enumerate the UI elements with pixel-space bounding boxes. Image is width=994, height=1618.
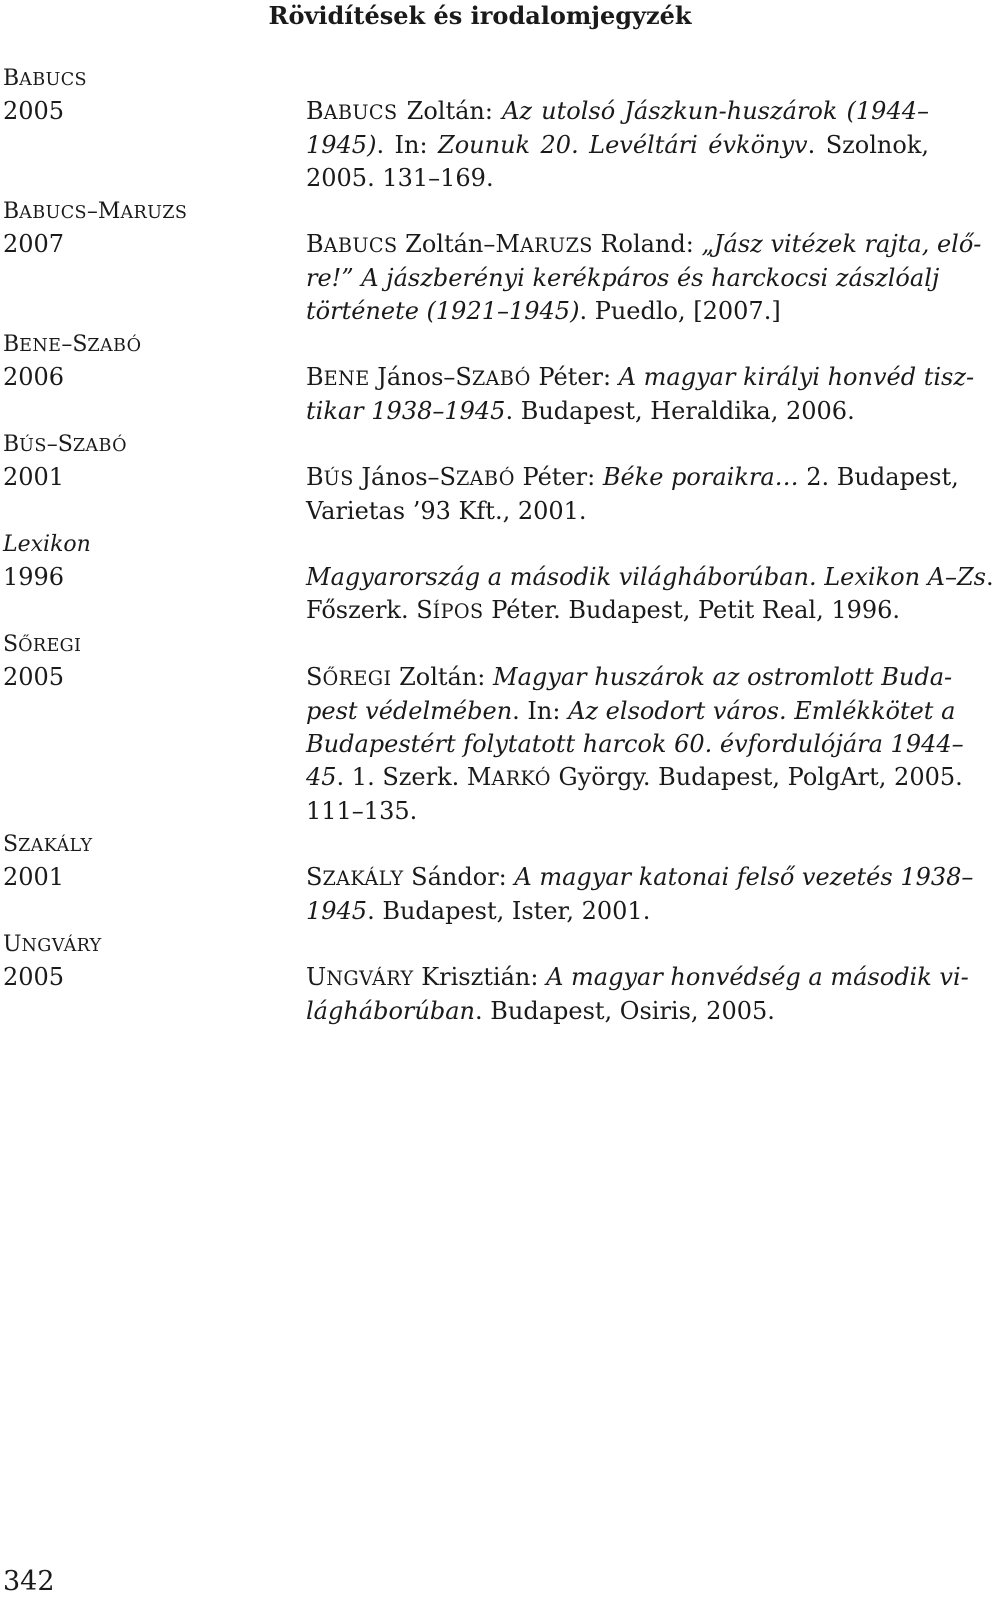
entry-abbreviation [3,528,933,561]
entry-reference [306,861,974,928]
reference-line [306,95,929,129]
entry-year: 2006 [3,363,65,391]
reference-line [306,162,929,195]
reference-line [306,961,969,995]
reference-line [306,561,994,594]
reference-line [306,795,929,828]
reference-line [306,395,929,428]
bibliography-entry [3,361,975,428]
text-run: ENE [19,336,62,356]
entry-abbreviation [3,828,933,861]
entry-year: 2007 [3,230,65,258]
text-run: ABUCS [323,101,398,124]
text-run: ZAKÁLY [18,836,93,856]
bibliography-entry [3,961,969,1028]
text-run: B [3,332,20,357]
entry-year: 2001 [3,463,65,491]
text-run: ŐREGI [18,636,82,656]
reference-line [306,495,929,528]
text-run: pest védelmében [306,697,513,725]
text-run: Sándor: [403,863,515,891]
text-run: ABUCS [19,203,87,223]
bibliography-entry [3,95,933,195]
text-run: ZABÓ [87,336,142,356]
reference-line [306,361,975,395]
text-run: S [306,863,323,891]
entry-abbreviation [3,928,933,961]
reference-line [306,262,940,295]
text-run: S [3,832,19,857]
text-run: 111–135. [306,797,418,825]
bibliography-entry [3,861,974,928]
text-run: Roland: [592,230,702,258]
text-run: –M [86,199,121,224]
entry-year: 2005 [3,663,65,691]
text-run: –S [46,432,73,457]
text-run: NGVÁRY [326,967,414,990]
bibliography-entry [3,561,994,628]
text-run: 2005. 131–169. [306,164,494,192]
text-run: . Szolnok, [807,131,929,159]
text-run: lágháborúban [306,997,475,1025]
reference-line [306,461,959,495]
text-run: B [306,363,324,391]
entry-reference [306,461,959,528]
text-run: ABUCS [323,234,398,257]
entry-abbreviation [3,428,933,461]
text-run: . Budapest, Heraldika, 2006. [505,397,855,425]
reference-line [306,861,974,895]
text-run: ÚS [19,436,47,456]
text-run: Zounuk 20. Levéltári évkönyv [438,131,808,159]
entry-abbreviation [3,628,933,661]
text-run: U [3,932,22,957]
reference-line [306,895,929,928]
text-run: ÍPOS [432,600,484,623]
reference-line [306,228,982,262]
text-run: Péter: [530,363,619,391]
text-run: 1945) [306,131,377,159]
reference-line [306,761,963,795]
text-run: re!” A jászberényi kerékpáros és harckocsi zászlóalj [306,264,940,292]
page-number: 342 [3,1566,55,1597]
text-run: Budapestért folytatott harcok 60. évfordulójára 1944– [306,730,964,758]
text-run: ZABÓ [455,467,515,490]
text-run: S [3,632,19,657]
text-run: György. Budapest, PolgArt, 2005. [550,763,963,791]
text-run: S [306,663,323,691]
reference-line [306,295,929,328]
text-run: 45 [306,763,337,791]
text-run: B [306,230,324,258]
reference-line [306,594,929,628]
reference-line [306,661,953,695]
text-run: Lexikon [3,532,91,557]
text-run: János–S [369,363,472,391]
text-run: B [306,97,324,125]
text-run: ZABÓ [72,436,127,456]
bibliography-entry [3,661,964,828]
text-run: B [3,199,20,224]
bibliography-list [3,62,994,1028]
text-run: Krisztián: [413,963,547,991]
text-run: 1945 [306,897,368,925]
text-run: ZAKÁLY [322,867,404,890]
text-run: Péter: [514,463,603,491]
text-run: NGVÁRY [21,936,102,956]
text-run: . 1. Szerk. M [336,763,492,791]
text-run: B [3,66,20,91]
text-run: János–S [353,463,456,491]
text-run: . In: [512,697,569,725]
entry-reference [306,95,929,195]
text-run: Főszerk. S [306,596,433,624]
text-run: ARUZS [120,203,188,223]
reference-line [306,728,964,761]
text-run: „Jász vitézek rajta, elő- [701,230,982,258]
reference-line [306,695,956,728]
text-run: ENE [323,367,370,390]
entry-reference [306,228,982,328]
text-run: A magyar királyi honvéd tisz- [618,363,975,391]
page-title: Rövidítések és irodalomjegyzék [268,1,692,30]
entry-abbreviation [3,328,933,361]
entry-year: 2005 [3,97,65,125]
bibliography-entry [3,228,982,328]
text-run: ARKÓ [491,767,551,790]
text-run: ÚS [323,467,354,490]
text-run: Zoltán: [391,663,494,691]
text-run: B [3,432,20,457]
text-run: . In: [376,131,439,159]
text-run: 2. Budapest, [798,463,959,491]
bibliography-entry [3,461,959,528]
entry-reference [306,961,969,1028]
entry-year: 1996 [3,563,65,591]
text-run: ZABÓ [471,367,531,390]
text-run: A magyar katonai felső vezetés 1938– [514,863,974,891]
text-run: ABUCS [19,70,87,90]
text-run: tikar 1938–1945 [306,397,506,425]
entry-abbreviation [3,62,933,95]
text-run: Péter. Budapest, Petit Real, 1996. [483,596,901,624]
text-run: Béke poraikra… [602,463,799,491]
entry-year: 2005 [3,963,65,991]
text-run: Varietas ’93 Kft., 2001. [306,497,587,525]
text-run: U [306,963,327,991]
reference-line [306,995,929,1028]
entry-reference [306,661,964,828]
entry-abbreviation [3,195,933,228]
text-run: . Budapest, Ister, 2001. [367,897,651,925]
text-run: . Budapest, Osiris, 2005. [474,997,775,1025]
text-run: Zoltán–M [397,230,520,258]
entry-year: 2001 [3,863,65,891]
text-run: . Puedlo, [2007.] [579,297,781,325]
text-run: Magyar huszárok az ostromlott Buda- [493,663,953,691]
text-run: B [306,463,324,491]
entry-reference [306,361,975,428]
text-run: ŐREGI [322,667,392,690]
text-run: . [985,563,994,591]
entry-reference [306,561,994,628]
text-run: A magyar honvédség a második vi- [546,963,969,991]
text-run: Az utolsó Jászkun-huszárok (1944– [502,97,929,125]
text-run: Az elsodort város. Emlékkötet a [568,697,956,725]
reference-line [306,129,929,162]
text-run: Zoltán: [397,97,503,125]
text-run: ARUZS [519,234,593,257]
text-run: Magyarország a második világháborúban. Lexikon A–Zs [306,563,986,591]
text-run: –S [61,332,88,357]
text-run: története (1921–1945) [306,297,580,325]
